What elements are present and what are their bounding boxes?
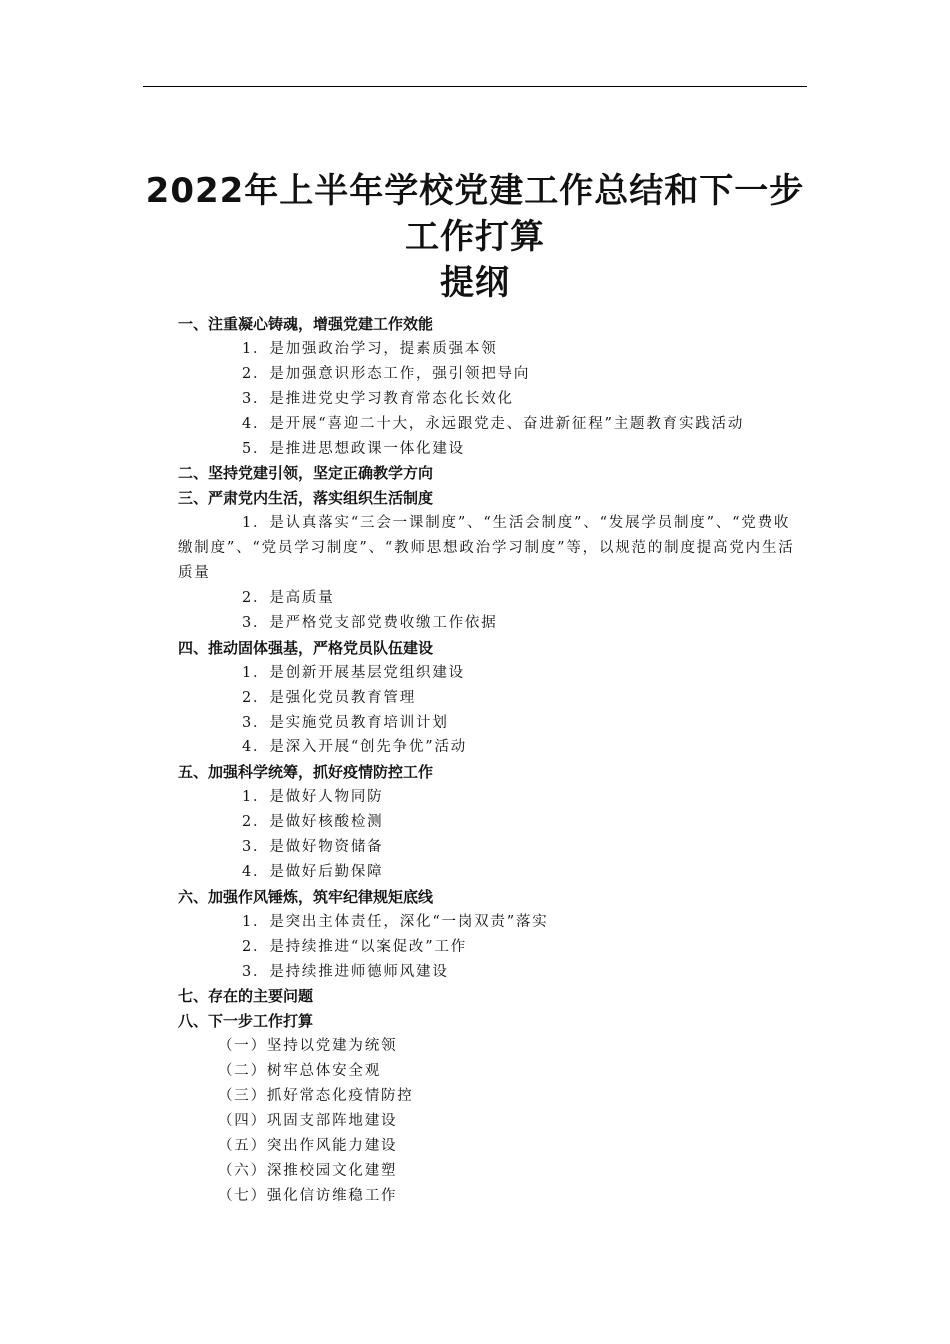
list-item: 1．是认真落实“三会一课制度”、“生活会制度”、“发展学员制度”、“党费收缴制度”、“党员学习制度”、“教师思想政治学习制度”等，以规范的制度提高党内生活质量: [178, 515, 795, 582]
subtitle: 提纲: [440, 263, 510, 303]
list-item: 3．是实施党员教育培训计划: [242, 714, 449, 731]
section-heading-7: 七、存在的主要问题: [178, 987, 314, 1006]
list-item: 1．是做好人物同防: [242, 789, 384, 806]
sub-list-item: （五）突出作风能力建设: [218, 1137, 398, 1154]
section-heading-2: 二、坚持党建引领，坚定正确教学方向: [178, 464, 434, 483]
list-item: 2．是加强意识形态工作，强引领把导向: [242, 365, 531, 382]
section-heading-4: 四、推动固体强基，严格党员队伍建设: [178, 638, 434, 657]
outline: [178, 312, 808, 1209]
list-item: 2．是做好核酸检测: [242, 814, 384, 831]
document-title: [120, 168, 830, 306]
section-heading-6: 六、加强作风锤炼，筑牢纪律规矩底线: [178, 887, 434, 906]
sub-list-item: （四）巩固支部阵地建设: [218, 1113, 398, 1129]
section-heading-3: 三、严肃党内生活，落实组织生活制度: [178, 489, 434, 508]
list-item: 5．是推进思想政课一体化建设: [242, 440, 465, 457]
list-item: 3．是持续推进师德师风建设: [242, 963, 449, 980]
section-heading-5: 五、加强科学统筹，抓好疫情防控工作: [178, 763, 434, 782]
section-heading-8: 八、下一步工作打算: [178, 1012, 314, 1031]
list-item: 2．是持续推进“以案促改”工作: [242, 938, 468, 955]
section-heading-1: 一、注重凝心铸魂，增强党建工作效能: [178, 315, 434, 333]
header-rule: [143, 86, 807, 87]
title-line-2: 工作打算: [405, 217, 545, 257]
list-item: 4．是开展“喜迎二十大，永远跟党走、奋进新征程”主题教育实践活动: [242, 415, 745, 432]
list-item: 2．是高质量: [242, 589, 335, 606]
list-item: 3．是做好物资储备: [242, 839, 384, 856]
sub-list-item: （三）抓好常态化疫情防控: [218, 1088, 414, 1105]
list-item: 1．是创新开展基层党组织建设: [242, 664, 465, 681]
list-item: 4．是深入开展“创先争优”活动: [242, 739, 468, 756]
sub-list-item: （六）深推校园文化建塑: [218, 1162, 398, 1179]
list-item: 3．是推进党史学习教育常态化长效化: [242, 390, 514, 407]
title-line-1: 2022年上半年学校党建工作总结和下一步: [145, 171, 805, 211]
sub-list-item: （二）树牢总体安全观: [218, 1063, 381, 1080]
list-item: 4．是做好后勤保障: [242, 863, 384, 880]
list-item: 1．是突出主体责任，深化“一岗双责”落实: [242, 913, 549, 930]
list-item: 1．是加强政治学习，提素质强本领: [242, 340, 498, 357]
list-item: 2．是强化党员教育管理: [242, 689, 417, 706]
sub-list-item: （七）强化信访维稳工作: [218, 1187, 398, 1204]
sub-list-item: （一）坚持以党建为统领: [218, 1038, 398, 1055]
list-item: 3．是严格党支部党费收缴工作依据: [242, 614, 498, 631]
